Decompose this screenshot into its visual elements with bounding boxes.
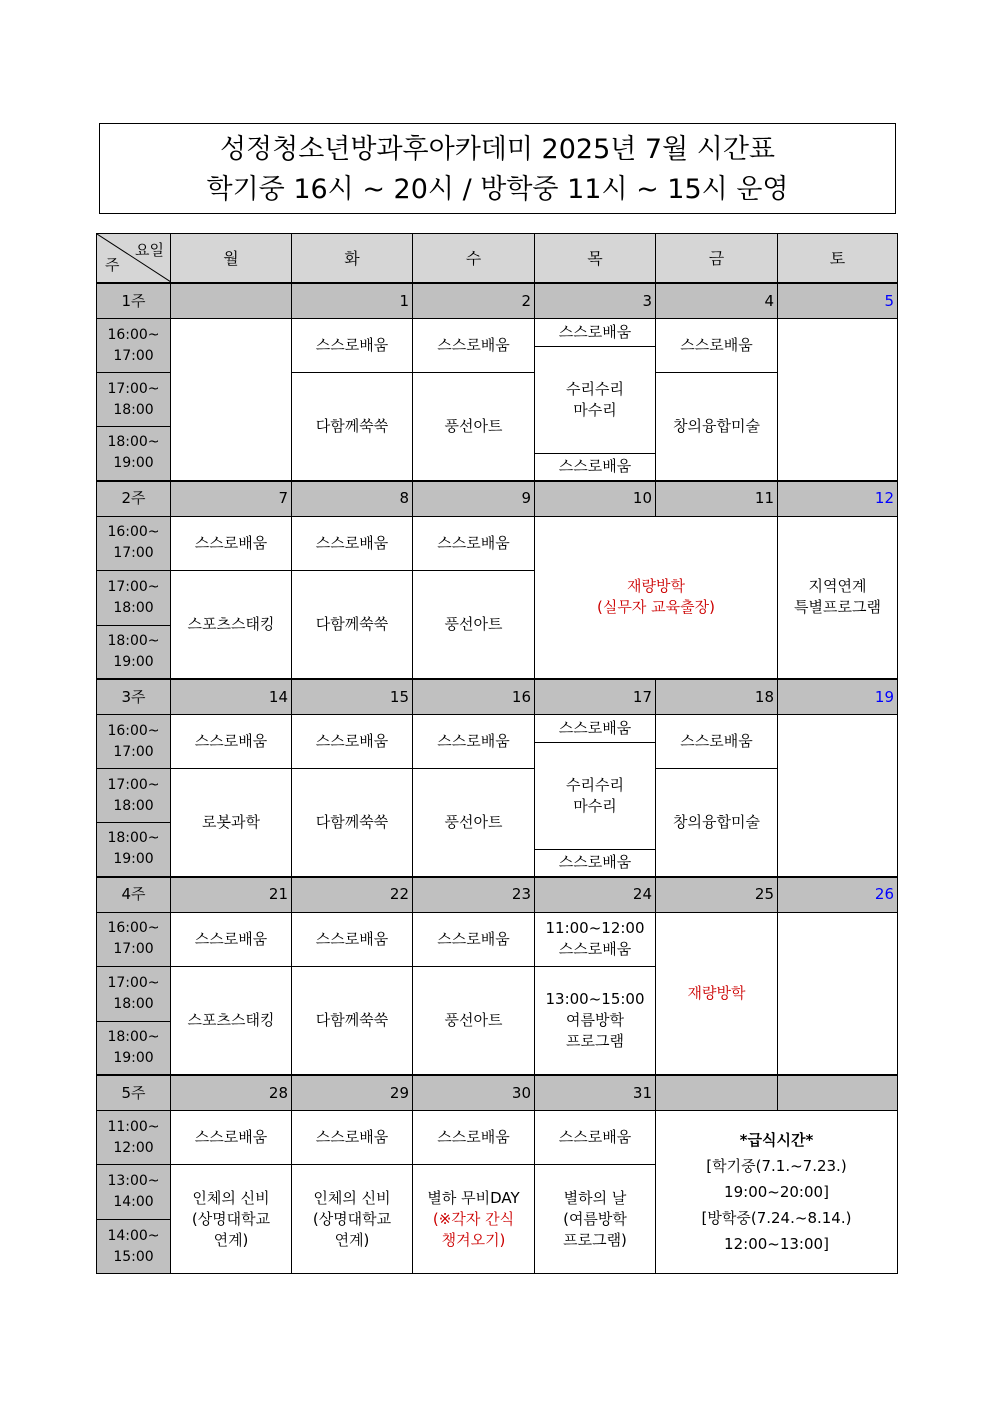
program-cell: 스스로배움 <box>413 516 535 570</box>
program-cell: 스스로배움 <box>535 850 656 877</box>
time-slot: 17:00~ 18:00 <box>97 769 171 823</box>
title-box <box>99 123 896 214</box>
time-slot: 14:00~ 15:00 <box>97 1220 171 1274</box>
date-cell <box>171 283 292 319</box>
date-cell: 28 <box>171 1075 292 1111</box>
date-cell: 1 <box>292 283 413 319</box>
day-sat: 토 <box>778 234 898 284</box>
date-cell-saturday: 12 <box>778 481 898 517</box>
program-cell: 창의융합미술 <box>656 373 778 481</box>
week-row <box>97 283 898 319</box>
program-cell: 지역연계 특별프로그램 <box>778 516 898 679</box>
time-slot: 18:00~ 19:00 <box>97 625 171 679</box>
program-cell: 스스로배움 <box>535 319 656 347</box>
day-tue: 화 <box>292 234 413 284</box>
program-cell: 풍선아트 <box>413 966 535 1075</box>
program-cell: 스포츠스태킹 <box>171 570 292 679</box>
meal-vacation-time: 12:00~13:00] <box>724 1235 829 1253</box>
meal-term: [학기중(7.1.~7.23.) <box>706 1157 847 1175</box>
program-cell: 스스로배움 <box>656 319 778 373</box>
page-subtitle: 학기중 16시 ~ 20시 / 방학중 11시 ~ 15시 운영 <box>206 174 789 205</box>
week-axis-label: 주 <box>105 256 120 274</box>
time-slot: 17:00~ 18:00 <box>97 570 171 625</box>
program-cell: 인체의 신비 (상명대학교 연계) <box>292 1165 413 1274</box>
program-cell: 13:00~15:00 여름방학 프로그램 <box>535 966 656 1075</box>
date-cell: 4 <box>656 283 778 319</box>
date-cell: 7 <box>171 481 292 517</box>
program-cell: 스스로배움 <box>656 715 778 769</box>
date-cell: 30 <box>413 1075 535 1111</box>
program-cell: 스스로배움 <box>171 516 292 570</box>
date-cell-saturday: 26 <box>778 877 898 913</box>
program-cell: 스스로배움 <box>171 715 292 769</box>
day-thu: 목 <box>535 234 656 284</box>
time-slot: 16:00~ 17:00 <box>97 516 171 570</box>
program-cell: 스스로배움 <box>292 516 413 570</box>
program-cell-discretionary-holiday: 재량방학 <box>656 912 778 1075</box>
program-cell: 스포츠스태킹 <box>171 966 292 1075</box>
time-slot: 18:00~ 19:00 <box>97 1021 171 1075</box>
program-cell: 스스로배움 <box>535 1111 656 1165</box>
program-cell: 인체의 신비 (상명대학교 연계) <box>171 1165 292 1274</box>
date-cell: 23 <box>413 877 535 913</box>
program-cell: 스스로배움 <box>413 715 535 769</box>
program-cell: 다함께쑥쑥 <box>292 966 413 1075</box>
week-label: 2주 <box>97 481 171 517</box>
week-row <box>97 481 898 517</box>
program-cell: 스스로배움 <box>171 1111 292 1165</box>
date-cell: 29 <box>292 1075 413 1111</box>
time-slot: 16:00~ 17:00 <box>97 715 171 769</box>
meal-time-info <box>656 1111 898 1274</box>
date-cell: 24 <box>535 877 656 913</box>
week-label: 3주 <box>97 679 171 715</box>
program-cell: 로봇과학 <box>171 769 292 877</box>
program-cell-discretionary-holiday: 재량방학 (실무자 교육출장) <box>535 516 778 679</box>
program-cell: 스스로배움 <box>413 912 535 966</box>
meal-term-time: 19:00~20:00] <box>724 1183 829 1201</box>
corner-cell <box>97 234 171 284</box>
program-cell: 창의융합미술 <box>656 769 778 877</box>
week-label: 5주 <box>97 1075 171 1111</box>
week-label: 1주 <box>97 283 171 319</box>
program-cell: 다함께쑥쑥 <box>292 769 413 877</box>
day-mon: 월 <box>171 234 292 284</box>
date-cell: 21 <box>171 877 292 913</box>
date-cell: 11 <box>656 481 778 517</box>
empty-cell <box>778 715 898 877</box>
program-cell: 스스로배움 <box>292 1111 413 1165</box>
program-cell: 스스로배움 <box>413 1111 535 1165</box>
date-cell: 14 <box>171 679 292 715</box>
date-cell: 8 <box>292 481 413 517</box>
program-cell: 스스로배움 <box>535 715 656 743</box>
date-cell: 17 <box>535 679 656 715</box>
header-row <box>97 234 898 284</box>
date-cell: 10 <box>535 481 656 517</box>
date-cell: 22 <box>292 877 413 913</box>
program-cell: 스스로배움 <box>292 715 413 769</box>
program-cell: 스스로배움 <box>292 912 413 966</box>
program-cell: 스스로배움 <box>535 454 656 481</box>
program-cell: 풍선아트 <box>413 570 535 679</box>
day-fri: 금 <box>656 234 778 284</box>
week-label: 4주 <box>97 877 171 913</box>
time-slot: 18:00~ 19:00 <box>97 427 171 481</box>
date-cell-saturday: 5 <box>778 283 898 319</box>
date-cell: 9 <box>413 481 535 517</box>
page-title: 성정청소년방과후아카데미 2025년 7월 시간표 <box>219 134 776 165</box>
empty-cell <box>778 912 898 1075</box>
time-slot: 17:00~ 18:00 <box>97 373 171 427</box>
program-cell: 별하 무비DAY (※각자 간식 챙겨오기) <box>413 1165 535 1274</box>
program-cell: 다함께쑥쑥 <box>292 373 413 481</box>
date-cell: 15 <box>292 679 413 715</box>
week-row <box>97 1075 898 1111</box>
program-cell: 스스로배움 <box>413 319 535 373</box>
program-cell: 다함께쑥쑥 <box>292 570 413 679</box>
time-slot: 16:00~ 17:00 <box>97 912 171 966</box>
date-cell: 16 <box>413 679 535 715</box>
program-cell: 수리수리 마수리 <box>535 347 656 454</box>
empty-cell <box>778 319 898 481</box>
program-cell: 수리수리 마수리 <box>535 743 656 850</box>
time-slot: 16:00~ 17:00 <box>97 319 171 373</box>
program-cell: 11:00~12:00 스스로배움 <box>535 912 656 966</box>
program-cell: 스스로배움 <box>292 319 413 373</box>
timetable <box>96 233 898 1274</box>
time-slot: 13:00~ 14:00 <box>97 1165 171 1220</box>
program-cell: 풍선아트 <box>413 769 535 877</box>
date-cell: 25 <box>656 877 778 913</box>
day-axis-label: 요일 <box>135 241 164 259</box>
day-wed: 수 <box>413 234 535 284</box>
meal-title: *급식시간* <box>739 1131 814 1149</box>
meal-vacation: [방학중(7.24.~8.14.) <box>701 1209 852 1227</box>
date-cell-saturday: 19 <box>778 679 898 715</box>
date-cell: 3 <box>535 283 656 319</box>
program-cell: 스스로배움 <box>171 912 292 966</box>
week-row <box>97 877 898 913</box>
time-slot: 17:00~ 18:00 <box>97 966 171 1021</box>
program-cell: 풍선아트 <box>413 373 535 481</box>
time-slot: 18:00~ 19:00 <box>97 823 171 877</box>
program-cell: 별하의 날 (여름방학 프로그램) <box>535 1165 656 1274</box>
date-cell <box>778 1075 898 1111</box>
time-slot: 11:00~ 12:00 <box>97 1111 171 1165</box>
date-cell <box>656 1075 778 1111</box>
empty-cell <box>171 319 292 481</box>
date-cell: 2 <box>413 283 535 319</box>
date-cell: 18 <box>656 679 778 715</box>
week-row <box>97 679 898 715</box>
date-cell: 31 <box>535 1075 656 1111</box>
